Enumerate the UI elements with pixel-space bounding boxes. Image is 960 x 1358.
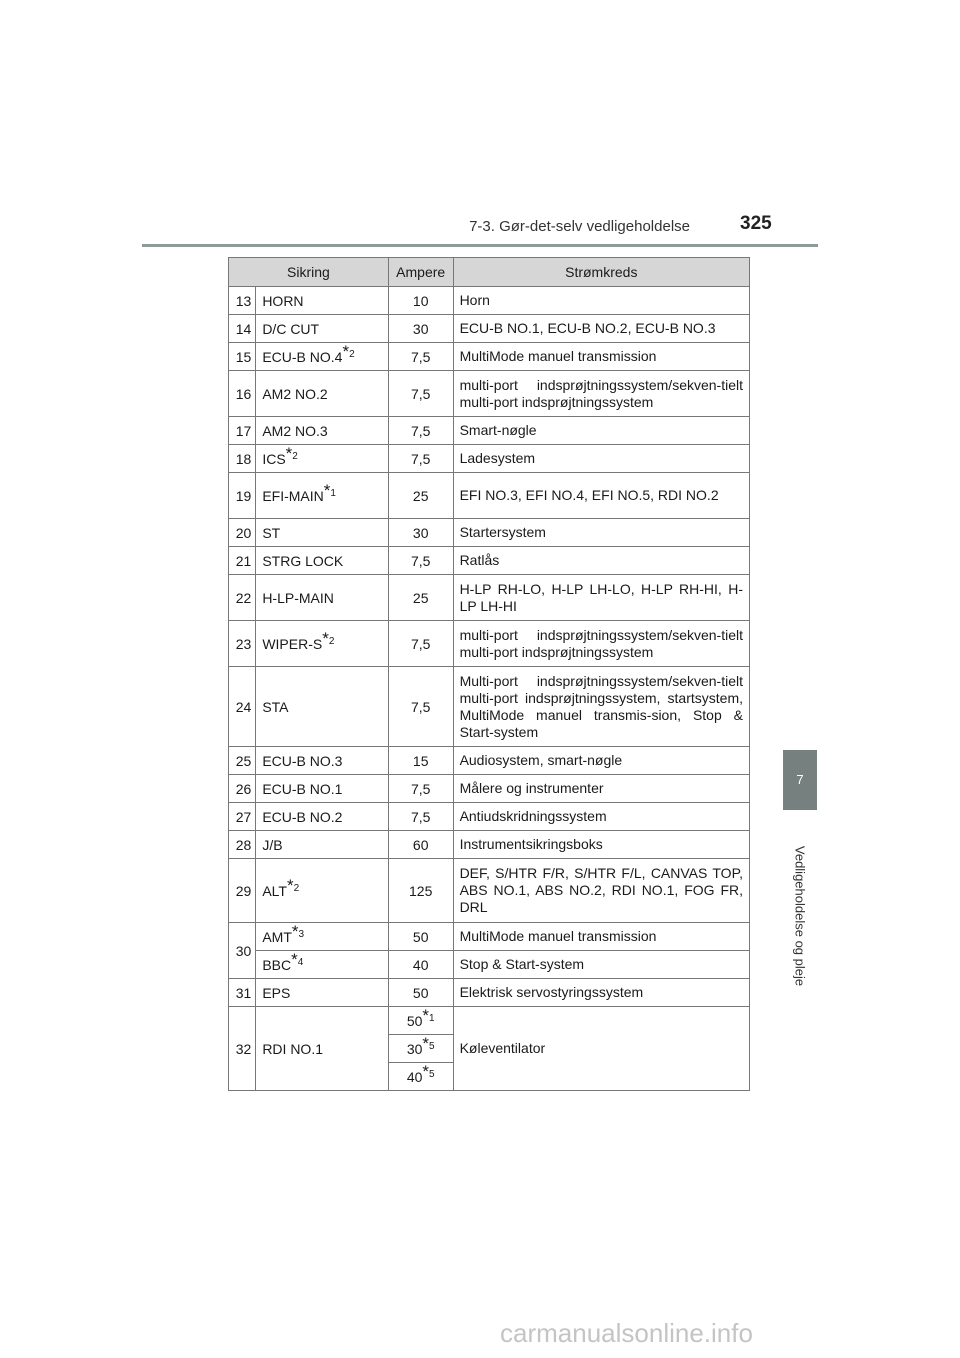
table-row [229,775,750,803]
table-row [229,1007,750,1035]
fuse-ampere: 15 [388,747,453,775]
fuse-circuit: Ladesystem [453,445,749,473]
table-row [229,859,750,923]
fuse-name: D/C CUT [256,315,389,343]
fuse-circuit: EFI NO.3, EFI NO.4, EFI NO.5, RDI NO.2 [453,473,749,519]
fuse-ampere: 40 [388,951,453,979]
table-row [229,667,750,747]
fuse-name: RDI NO.1 [256,1007,389,1091]
fuse-circuit: Smart-nøgle [453,417,749,445]
fuse-name: EFI-MAIN$^{*1}$ [256,473,389,519]
fuse-circuit: Multi-port indsprøjtningssystem/sekven-tielt multi-port indsprøjtningssystem, startsystem, MultiMode manuel transmis-sion, Stop & Start-system [453,667,749,747]
fuse-ampere: 7,5 [388,445,453,473]
fuse-name: HORN [256,287,389,315]
fuse-number: 26 [229,775,256,803]
table-row [229,923,750,951]
fuse-ampere: 30$^{*5}$ [388,1035,453,1063]
table-row [229,343,750,371]
fuse-number: 14 [229,315,256,343]
chapter-tab[interactable]: 7 [783,750,817,810]
chapter-label: Vedligeholdelse og pleje [792,845,808,987]
fuse-circuit: Horn [453,287,749,315]
fuse-number: 19 [229,473,256,519]
table-row [229,519,750,547]
fuse-ampere: 25 [388,575,453,621]
fuse-ampere: 50 [388,923,453,951]
fuse-name: EPS [256,979,389,1007]
table-row [229,831,750,859]
fuse-ampere: 7,5 [388,343,453,371]
fuse-name: J/B [256,831,389,859]
fuse-name: ICS$^{*2}$ [256,445,389,473]
fuse-ampere: 25 [388,473,453,519]
fuse-circuit: MultiMode manuel transmission [453,343,749,371]
fuse-ampere: 7,5 [388,547,453,575]
fuse-ampere: 50$^{*1}$ [388,1007,453,1035]
fuse-number: 17 [229,417,256,445]
header-divider [142,244,818,247]
fuse-name: ECU-B NO.1 [256,775,389,803]
table-body [229,287,750,923]
fuse-circuit: Instrumentsikringsboks [453,831,749,859]
fuse-ampere: 7,5 [388,803,453,831]
fuse-circuit: DEF, S/HTR F/R, S/HTR F/L, CANVAS TOP, ABS NO.1, ABS NO.2, RDI NO.1, FOG FR, DRL [453,859,749,923]
fuse-number: 13 [229,287,256,315]
fuse-name: STRG LOCK [256,547,389,575]
fuse-name: ECU-B NO.3 [256,747,389,775]
fuse-number: 21 [229,547,256,575]
header-ampere: Ampere [388,258,453,287]
table-row [229,803,750,831]
fuse-number: 18 [229,445,256,473]
table-row [229,547,750,575]
page-number: 325 [740,213,772,234]
fuse-circuit: multi-port indsprøjtningssystem/sekven-tielt multi-port indsprøjtningssystem [453,621,749,667]
fuse-circuit: MultiMode manuel transmission [453,923,749,951]
fuse-circuit: Ratlås [453,547,749,575]
table-row [229,979,750,1007]
fuse-name: STA [256,667,389,747]
fuse-name: AM2 NO.2 [256,371,389,417]
fuse-name: ALT$^{*2}$ [256,859,389,923]
fuse-number: 23 [229,621,256,667]
fuse-circuit: Antiudskridningssystem [453,803,749,831]
fuse-circuit: ECU-B NO.1, ECU-B NO.2, ECU-B NO.3 [453,315,749,343]
table-row [229,951,750,979]
fuse-name: H-LP-MAIN [256,575,389,621]
fuse-name: WIPER-$S^{*2}$ [256,621,389,667]
fuse-ampere: 30 [388,315,453,343]
header-circuit: Strømkreds [453,258,749,287]
fuse-circuit: Målere og instrumenter [453,775,749,803]
fuse-name: ST [256,519,389,547]
table-row [229,445,750,473]
fuse-ampere: 30 [388,519,453,547]
fuse-number: 25 [229,747,256,775]
table-row [229,371,750,417]
fuse-name: AM2 NO.3 [256,417,389,445]
table-header-row [229,258,750,287]
fuse-circuit: multi-port indsprøjtningssystem/sekven-tielt multi-port indsprøjtningssystem [453,371,749,417]
fuse-ampere: 7,5 [388,621,453,667]
fuse-number: 31 [229,979,256,1007]
fuse-number: 20 [229,519,256,547]
section-title: 7-3. Gør-det-selv vedligeholdelse [469,218,690,235]
fuse-ampere: 50 [388,979,453,1007]
fuse-number: 22 [229,575,256,621]
table-row [229,315,750,343]
fuse-circuit: Stop & Start-system [453,951,749,979]
fuse-table [228,257,750,1091]
fuse-ampere: 10 [388,287,453,315]
fuse-ampere: 7,5 [388,667,453,747]
table-row [229,575,750,621]
fuse-number: 24 [229,667,256,747]
fuse-number: 30 [229,923,256,979]
fuse-name: BBC$^{*4}$ [256,951,389,979]
table-body-tail [229,923,750,1091]
watermark: carmanualsonline.info [500,1318,753,1348]
fuse-circuit: Audiosystem, smart-nøgle [453,747,749,775]
fuse-ampere: 7,5 [388,371,453,417]
table-row [229,747,750,775]
fuse-circuit: Elektrisk servostyringssystem [453,979,749,1007]
fuse-number: 32 [229,1007,256,1091]
table-row [229,287,750,315]
fuse-ampere: 7,5 [388,775,453,803]
fuse-number: 28 [229,831,256,859]
fuse-number: 15 [229,343,256,371]
fuse-ampere: 40$^{*5}$ [388,1063,453,1091]
fuse-circuit: Køleventilator [453,1007,749,1091]
fuse-number: 27 [229,803,256,831]
fuse-circuit: Startersystem [453,519,749,547]
table-row [229,417,750,445]
table-row [229,473,750,519]
fuse-circuit: H-LP RH-LO, H-LP LH-LO, H-LP RH-HI, H-LP LH-HI [453,575,749,621]
fuse-ampere: 60 [388,831,453,859]
fuse-name: ECU-B NO.4$^{*2}$ [256,343,389,371]
fuse-number: 16 [229,371,256,417]
fuse-name: AMT$^{*3}$ [256,923,389,951]
fuse-ampere: 125 [388,859,453,923]
fuse-ampere: 7,5 [388,417,453,445]
fuse-name: ECU-B NO.2 [256,803,389,831]
header-fuse: Sikring [229,258,389,287]
fuse-number: 29 [229,859,256,923]
table-row [229,621,750,667]
